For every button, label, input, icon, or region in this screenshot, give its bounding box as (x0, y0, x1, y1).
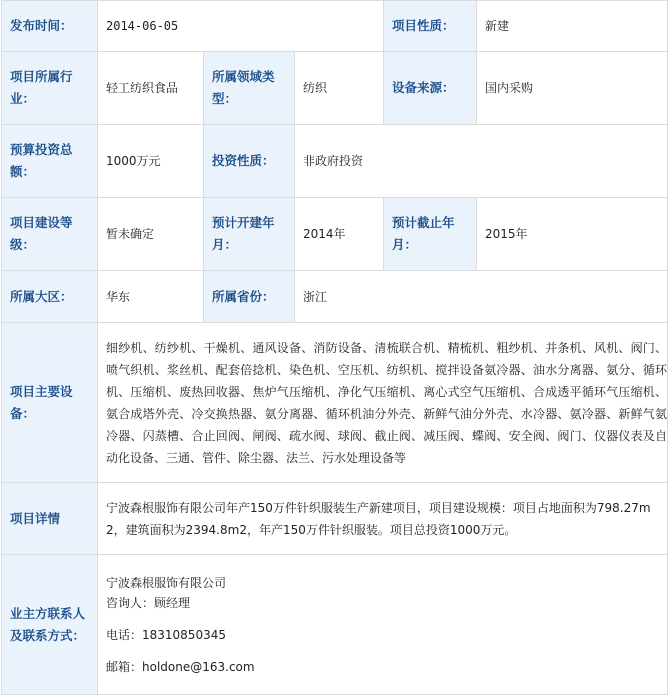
budget-value: 1000万元 (98, 125, 204, 198)
budget-label: 预算投资总额： (2, 125, 98, 198)
planned-end-value: 2015年 (477, 198, 668, 271)
main-equipment-label: 项目主要设备： (2, 323, 98, 483)
planned-end-label: 预计截止年月： (384, 198, 477, 271)
region-value: 华东 (98, 271, 204, 323)
row-publish-time (2, 1, 668, 52)
investment-nature-value: 非政府投资 (295, 125, 668, 198)
row-contact (2, 555, 668, 695)
province-value: 浙江 (295, 271, 668, 323)
industry-value: 轻工纺织食品 (98, 52, 204, 125)
project-info-table (1, 0, 668, 695)
details-value: 宁波森根服饰有限公司年产150万件针织服装生产新建项目，项目建设规模：项目占地面积为798.27m2，建筑面积为2394.8m2，年产150万件针织服装。项目总投资1000万元。 (98, 483, 668, 555)
province-label: 所属省份： (204, 271, 295, 323)
equipment-source-label: 设备来源： (384, 52, 477, 125)
publish-time-label: 发布时间： (2, 1, 98, 52)
project-nature-label: 项目性质： (384, 1, 477, 52)
domain-type-value: 纺织 (295, 52, 384, 125)
contact-phone: 电话：18310850345 (106, 627, 226, 642)
construction-level-label: 项目建设等级： (2, 198, 98, 271)
contact-consultant: 咨询人：顾经理 (106, 595, 191, 610)
publish-time-value: 2014-06-05 (98, 1, 384, 52)
row-budget (2, 125, 668, 198)
contact-label: 业主方联系人及联系方式： (2, 555, 98, 695)
contact-company: 宁波森根服饰有限公司 (106, 575, 227, 590)
row-region (2, 271, 668, 323)
contact-email[interactable]: 邮箱：holdone@163.com (106, 659, 255, 674)
equipment-source-value: 国内采购 (477, 52, 668, 125)
row-main-equipment (2, 323, 668, 483)
investment-nature-label: 投资性质： (204, 125, 295, 198)
region-label: 所属大区： (2, 271, 98, 323)
planned-start-value: 2014年 (295, 198, 384, 271)
row-industry (2, 52, 668, 125)
project-nature-value: 新建 (477, 1, 668, 52)
contact-spacer (106, 645, 667, 657)
row-schedule (2, 198, 668, 271)
contact-spacer (106, 613, 667, 625)
construction-level-value: 暂未确定 (98, 198, 204, 271)
details-label: 项目详情 (2, 483, 98, 555)
row-details (2, 483, 668, 555)
domain-type-label: 所属领域类型： (204, 52, 295, 125)
industry-label: 项目所属行业： (2, 52, 98, 125)
planned-start-label: 预计开建年月： (204, 198, 295, 271)
main-equipment-value: 细纱机、纺纱机、干燥机、通风设备、消防设备、清梳联合机、精梳机、粗纱机、并条机、风机、阀门、喷气织机、浆丝机、配套倍捻机、染色机、空压机、纺织机、搅拌设备氨冷器、油水分离器、氨分、循环机、压缩机、废热回收器、焦炉气压缩机、净化气压缩机、离心式空气压缩机、合成透平循环气压缩机、氨合成塔外壳、冷交换热器、氨分离器、循环机油分外壳、新鲜气油分外壳、水冷器、氨冷器、新鲜气氨冷器、闪蒸槽、合止回阀、闸阀、疏水阀、球阀、截止阀、减压阀、蝶阀、安全阀、阀门、仪器仪表及自动化设备、三通、管件、除尘器、法兰、污水处理设备等 (98, 323, 668, 483)
contact-value (98, 555, 668, 695)
